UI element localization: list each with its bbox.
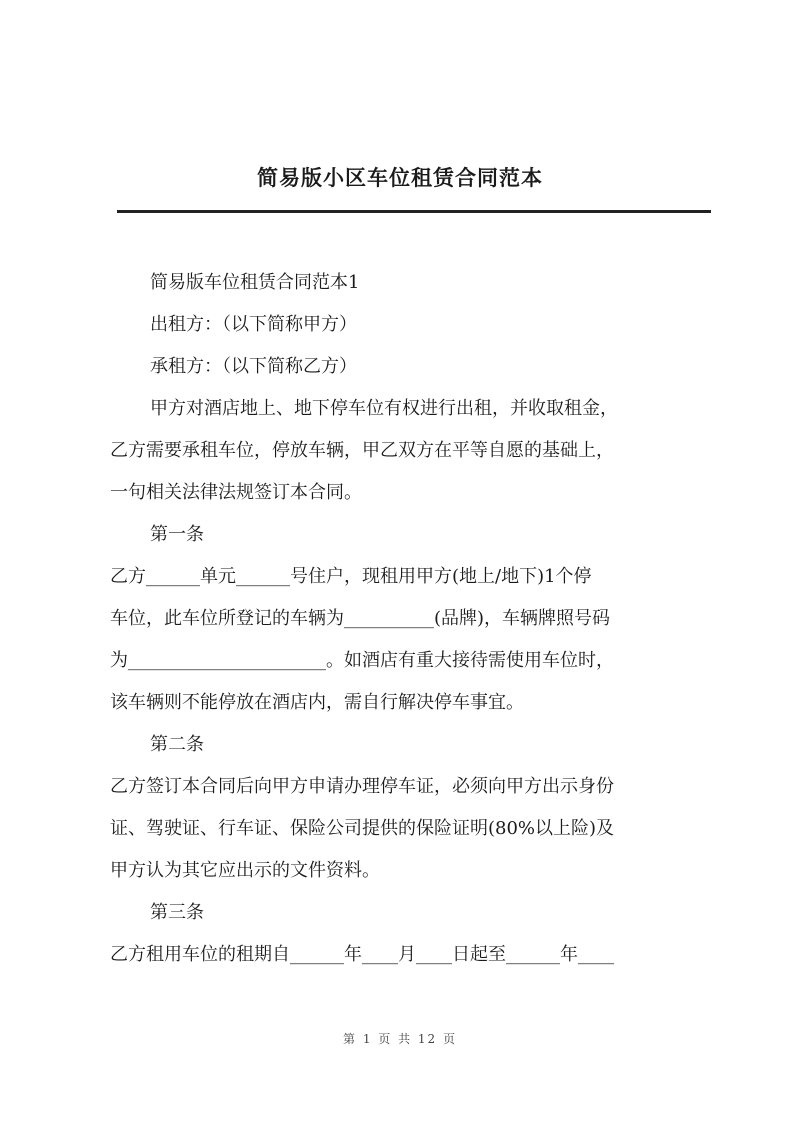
paragraph-line: 乙方租用车位的租期自______年____月____日起至______年____ — [110, 944, 614, 965]
paragraph-line: 为______________________。如酒店有重大接待需使用车位时， — [110, 650, 614, 671]
paragraph-line: 乙方______单元______号住户，现租用甲方(地上/地下)1个停 — [110, 566, 592, 587]
paragraph-line: 甲方认为其它应出示的文件资料。 — [110, 860, 380, 881]
paragraph-line: 乙方签订本合同后向甲方申请办理停车证，必须向甲方出示身份 — [110, 776, 614, 797]
subtitle-line: 简易版车位租赁合同范本1 — [150, 272, 360, 293]
page-footer: 第 1 页 共 12 页 — [343, 1032, 457, 1046]
paragraph-line: 车位，此车位所登记的车辆为__________(品牌)，车辆牌照号码 — [110, 608, 611, 629]
document-title: 简易版小区车位租赁合同范本 — [257, 166, 543, 190]
document-body — [110, 262, 710, 976]
paragraph-line: 甲方对酒店地上、地下停车位有权进行出租，并收取租金， — [150, 398, 618, 419]
article-heading: 第二条 — [150, 734, 204, 755]
lessor-line: 出租方：（以下简称甲方） — [150, 314, 357, 335]
title-divider — [117, 210, 711, 213]
article-heading: 第三条 — [150, 902, 204, 923]
paragraph-line: 证、驾驶证、行车证、保险公司提供的保险证明(80%以上险)及 — [110, 818, 615, 839]
lessee-line: 承租方：（以下简称乙方） — [150, 356, 357, 377]
paragraph-line: 该车辆则不能停放在酒店内，需自行解决停车事宜。 — [110, 692, 524, 713]
article-heading: 第一条 — [150, 524, 204, 545]
paragraph-line: 乙方需要承租车位，停放车辆，甲乙双方在平等自愿的基础上， — [110, 440, 614, 461]
paragraph-line: 一句相关法律法规签订本合同。 — [110, 482, 362, 503]
